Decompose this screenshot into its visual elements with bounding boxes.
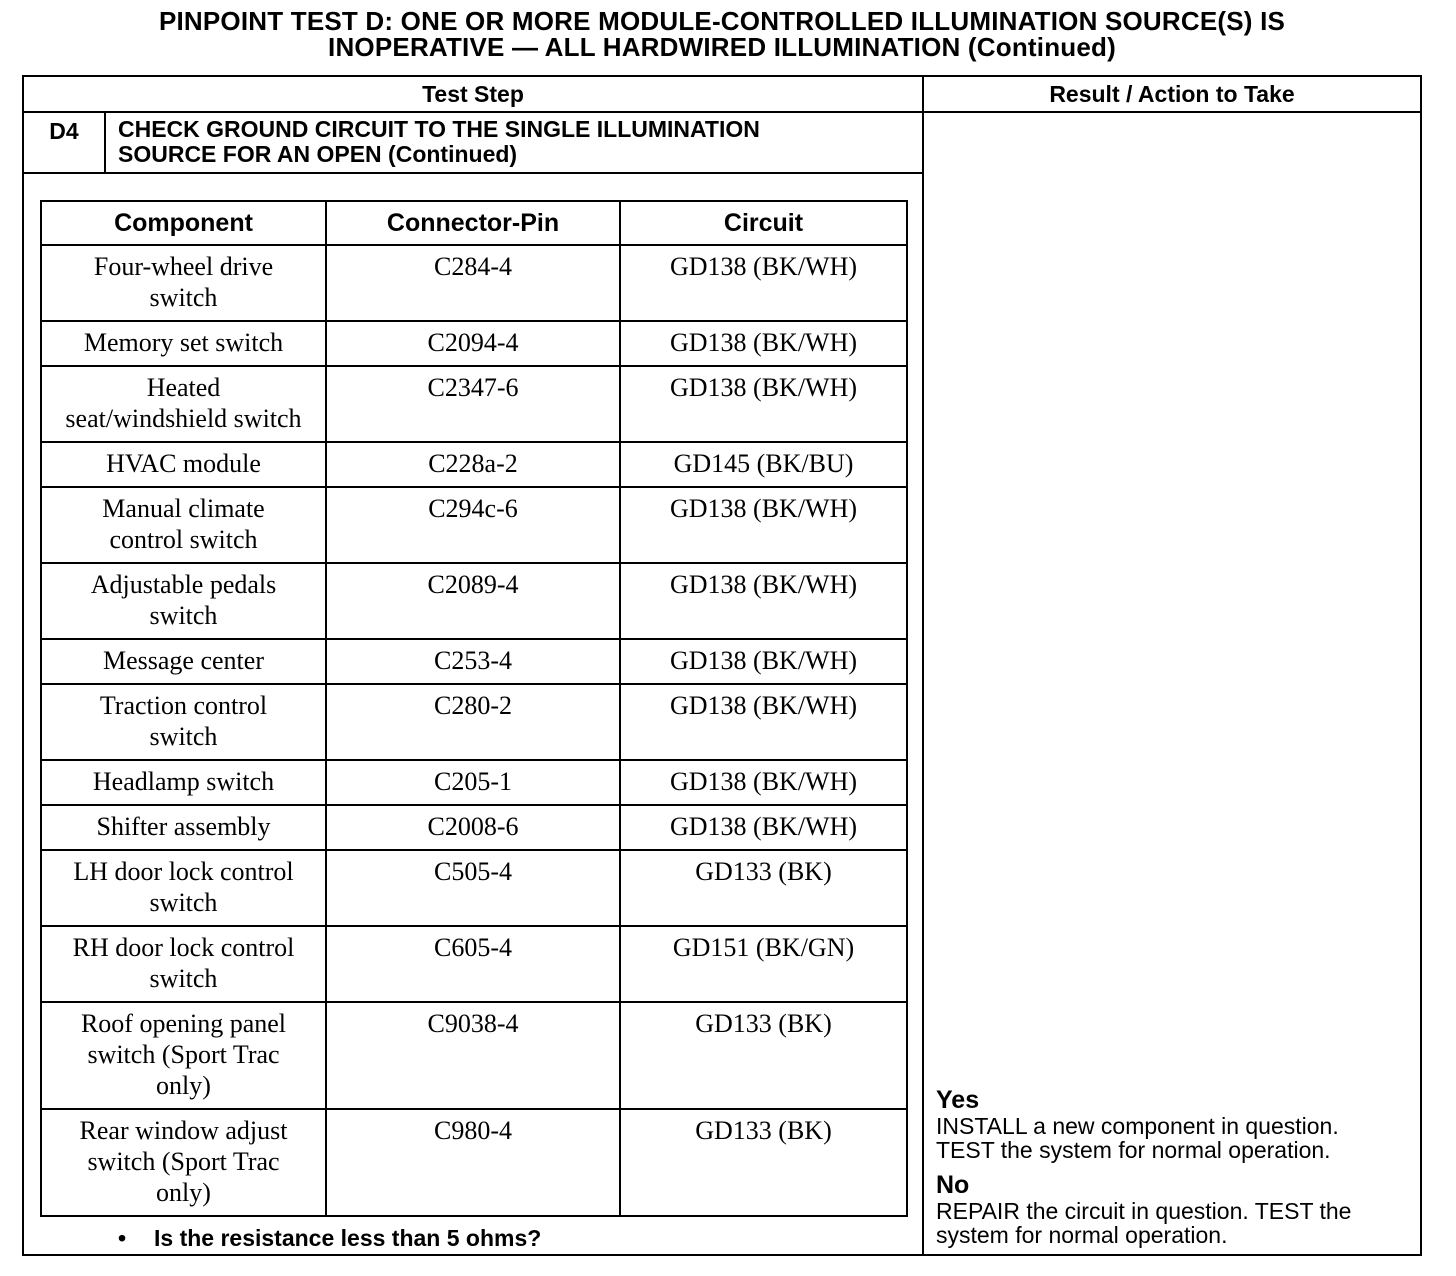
connector-pin-cell: C605-4: [326, 926, 620, 1002]
column-divider: [922, 77, 924, 1254]
header-row: [24, 77, 1420, 113]
component-line: Headlamp switch: [92, 767, 275, 796]
component-line: Shifter assembly: [96, 812, 271, 841]
table-row: [41, 926, 907, 1002]
result-no-line-1: REPAIR the circuit in question. TEST the: [936, 1198, 1352, 1224]
component-line: switch: [149, 283, 218, 312]
connector-pin-cell: C228a-2: [326, 442, 620, 487]
column-header-circuit: Circuit: [620, 201, 907, 245]
connector-pin-cell: C505-4: [326, 850, 620, 926]
component-line: control switch: [109, 525, 258, 554]
table-row: [41, 684, 907, 760]
circuit-cell: GD138 (BK/WH): [620, 684, 907, 760]
step-question: [118, 1225, 541, 1252]
table-row: [41, 805, 907, 850]
column-header-component: Component: [41, 201, 326, 245]
component-line: Message center: [103, 646, 264, 675]
circuit-cell: GD138 (BK/WH): [620, 760, 907, 805]
step-id: D4: [24, 111, 106, 172]
component-line: RH door lock control: [72, 933, 295, 962]
step-title: [118, 117, 898, 167]
table-row: [41, 760, 907, 805]
result-no-text: [936, 1199, 1416, 1247]
component-cell: [41, 487, 326, 563]
connector-pin-cell: C2089-4: [326, 563, 620, 639]
component-line: Heated: [146, 373, 221, 402]
connector-pin-cell: C2347-6: [326, 366, 620, 442]
table-row: [41, 639, 907, 684]
circuit-cell: GD133 (BK): [620, 850, 907, 926]
component-line: seat/windshield switch: [65, 404, 302, 433]
connector-pin-cell: C205-1: [326, 760, 620, 805]
component-cell: [41, 639, 326, 684]
connector-pin-cell: C284-4: [326, 245, 620, 321]
connector-pin-cell: C294c-6: [326, 487, 620, 563]
title-line-1: PINPOINT TEST D: ONE OR MORE MODULE-CONTROLLED ILLUMINATION SOURCE(S) IS: [158, 6, 1286, 36]
circuit-cell: GD138 (BK/WH): [620, 639, 907, 684]
circuit-cell: GD138 (BK/WH): [620, 245, 907, 321]
table-row: [41, 366, 907, 442]
table-row: [41, 1109, 907, 1216]
circuit-cell: GD138 (BK/WH): [620, 563, 907, 639]
component-line: switch: [149, 964, 218, 993]
result-yes-line-2: TEST the system for normal operation.: [936, 1137, 1331, 1163]
table-row: [41, 1002, 907, 1109]
result-action: [936, 1087, 1416, 1257]
table-row: [41, 850, 907, 926]
result-no-line-2: system for normal operation.: [936, 1222, 1228, 1248]
component-cell: [41, 850, 326, 926]
connector-pin-cell: C2008-6: [326, 805, 620, 850]
header-test-step: Test Step: [422, 81, 524, 107]
title-line-2: INOPERATIVE — ALL HARDWIRED ILLUMINATION (Continued): [328, 32, 1116, 62]
component-cell: [41, 1109, 326, 1216]
component-line: Memory set switch: [83, 328, 284, 357]
table-row: [41, 442, 907, 487]
circuit-cell: GD133 (BK): [620, 1109, 907, 1216]
table-body: [41, 245, 907, 1216]
circuit-cell: GD145 (BK/BU): [620, 442, 907, 487]
result-yes-text: [936, 1114, 1416, 1162]
page-title: [22, 8, 1422, 60]
component-line: Traction control: [99, 691, 268, 720]
connector-pin-cell: C280-2: [326, 684, 620, 760]
table-row: [41, 245, 907, 321]
header-result-action: Result / Action to Take: [1049, 81, 1295, 107]
step-title-line-1: CHECK GROUND CIRCUIT TO THE SINGLE ILLUMINATION: [118, 116, 760, 142]
table-row: [41, 321, 907, 366]
test-frame: [22, 75, 1422, 1256]
result-no-label: No: [936, 1171, 970, 1199]
step-header: [24, 111, 922, 174]
component-cell: [41, 684, 326, 760]
component-line: Rear window adjust: [79, 1116, 288, 1145]
result-yes-label: Yes: [936, 1086, 980, 1114]
ground-circuit-table: [40, 200, 908, 1217]
component-line: Adjustable pedals: [90, 570, 277, 599]
component-line: only): [156, 1178, 211, 1207]
table-header-row: [41, 201, 907, 245]
component-line: switch (Sport Trac: [87, 1040, 280, 1069]
component-line: switch: [149, 722, 218, 751]
component-line: switch (Sport Trac: [87, 1147, 280, 1176]
component-line: switch: [149, 888, 218, 917]
component-cell: [41, 805, 326, 850]
component-cell: [41, 1002, 326, 1109]
circuit-cell: GD133 (BK): [620, 1002, 907, 1109]
component-cell: [41, 245, 326, 321]
component-line: HVAC module: [106, 449, 261, 478]
connector-pin-cell: C980-4: [326, 1109, 620, 1216]
circuit-cell: GD138 (BK/WH): [620, 321, 907, 366]
component-cell: [41, 366, 326, 442]
component-line: only): [156, 1071, 211, 1100]
table-row: [41, 487, 907, 563]
component-cell: [41, 926, 326, 1002]
component-line: switch: [149, 601, 218, 630]
component-cell: [41, 442, 326, 487]
circuit-cell: GD138 (BK/WH): [620, 805, 907, 850]
connector-pin-cell: C9038-4: [326, 1002, 620, 1109]
component-line: LH door lock control: [73, 857, 294, 886]
component-line: Manual climate: [102, 494, 265, 523]
circuit-cell: GD138 (BK/WH): [620, 366, 907, 442]
question-text: Is the resistance less than 5 ohms?: [154, 1225, 542, 1251]
step-title-line-2: SOURCE FOR AN OPEN (Continued): [118, 141, 518, 167]
component-line: Roof opening panel: [80, 1009, 287, 1038]
bullet-icon: •: [118, 1225, 127, 1251]
component-cell: [41, 760, 326, 805]
connector-pin-cell: C253-4: [326, 639, 620, 684]
component-cell: [41, 321, 326, 366]
table-row: [41, 563, 907, 639]
component-line: Four-wheel drive: [93, 252, 274, 281]
result-yes-line-1: INSTALL a new component in question.: [936, 1113, 1339, 1139]
column-header-connector-pin: Connector-Pin: [326, 201, 620, 245]
circuit-cell: GD151 (BK/GN): [620, 926, 907, 1002]
circuit-cell: GD138 (BK/WH): [620, 487, 907, 563]
component-cell: [41, 563, 326, 639]
connector-pin-cell: C2094-4: [326, 321, 620, 366]
